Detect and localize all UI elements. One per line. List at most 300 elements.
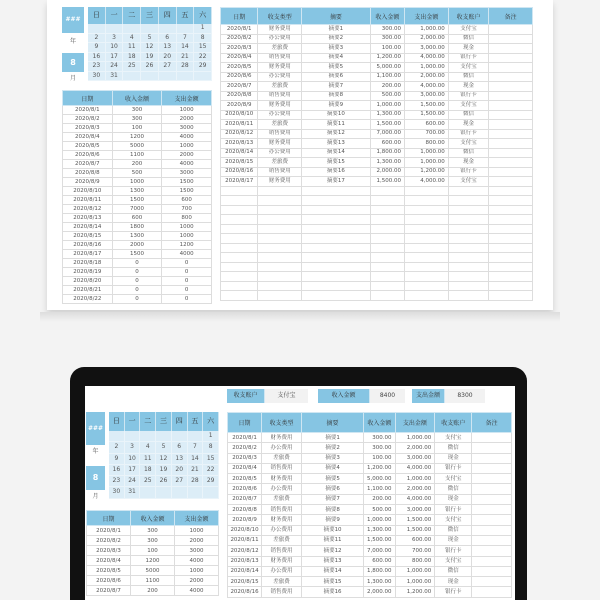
table-cell[interactable]: 摘要16 bbox=[302, 167, 371, 177]
table-cell[interactable]: 2020/8/4 bbox=[63, 133, 113, 142]
table-cell[interactable]: 1,500.00 bbox=[364, 535, 395, 545]
table-cell[interactable]: 支付宝 bbox=[435, 433, 472, 443]
empty-cell[interactable] bbox=[221, 243, 258, 253]
table-cell[interactable]: 支付宝 bbox=[448, 139, 489, 149]
table-cell[interactable]: 0 bbox=[112, 259, 162, 268]
table-cell[interactable]: 摘要9 bbox=[301, 515, 363, 525]
table-cell[interactable] bbox=[472, 474, 512, 484]
table-cell[interactable] bbox=[472, 453, 512, 463]
empty-cell[interactable] bbox=[258, 281, 302, 291]
table-cell[interactable]: 2020/8/12 bbox=[221, 129, 258, 139]
calendar-day[interactable]: 23 bbox=[88, 62, 106, 72]
column-header[interactable]: 收入金额 bbox=[364, 413, 395, 433]
table-cell[interactable]: 300 bbox=[131, 526, 175, 536]
calendar-day[interactable]: 14 bbox=[177, 43, 195, 53]
empty-cell[interactable] bbox=[221, 215, 258, 225]
table-cell[interactable]: 1,300.00 bbox=[364, 577, 395, 587]
table-cell[interactable]: 600.00 bbox=[395, 535, 435, 545]
empty-cell[interactable] bbox=[302, 243, 371, 253]
empty-cell[interactable] bbox=[489, 281, 533, 291]
table-cell[interactable]: 支付宝 bbox=[448, 25, 489, 35]
table-cell[interactable]: 银行卡 bbox=[435, 463, 472, 473]
table-cell[interactable]: 摘要5 bbox=[302, 63, 371, 73]
table-cell[interactable]: 3000 bbox=[162, 124, 212, 133]
table-cell[interactable]: 微信 bbox=[435, 443, 472, 453]
table-cell[interactable]: 2020/8/1 bbox=[63, 106, 113, 115]
table-cell[interactable]: 2020/8/8 bbox=[63, 169, 113, 178]
table-cell[interactable]: 0 bbox=[162, 277, 212, 286]
table-cell[interactable]: 现金 bbox=[448, 44, 489, 54]
table-cell[interactable]: 1300 bbox=[112, 187, 162, 196]
empty-cell[interactable] bbox=[302, 205, 371, 215]
table-cell[interactable]: 摘要8 bbox=[301, 505, 363, 515]
column-header[interactable]: 备注 bbox=[472, 413, 512, 433]
table-cell[interactable]: 销售费用 bbox=[258, 129, 302, 139]
table-cell[interactable]: 1,500.00 bbox=[405, 101, 449, 111]
table-cell[interactable] bbox=[489, 158, 533, 168]
table-cell[interactable]: 差旅费 bbox=[262, 494, 302, 504]
table-cell[interactable]: 4,000.00 bbox=[405, 177, 449, 187]
calendar-day[interactable]: 19 bbox=[156, 465, 172, 476]
empty-cell[interactable] bbox=[302, 253, 371, 263]
column-header[interactable]: 支出金额 bbox=[405, 8, 449, 25]
empty-cell[interactable] bbox=[221, 224, 258, 234]
table-cell[interactable]: 2020/8/6 bbox=[87, 576, 131, 586]
table-cell[interactable]: 600.00 bbox=[364, 556, 395, 566]
empty-cell[interactable] bbox=[370, 253, 404, 263]
table-cell[interactable]: 摘要14 bbox=[301, 566, 363, 576]
table-cell[interactable]: 摘要8 bbox=[302, 91, 371, 101]
empty-cell[interactable] bbox=[405, 243, 449, 253]
year-cell[interactable]: ### bbox=[86, 412, 105, 445]
table-cell[interactable]: 0 bbox=[112, 268, 162, 277]
table-cell[interactable]: 4000 bbox=[162, 250, 212, 259]
table-cell[interactable]: 摘要2 bbox=[302, 34, 371, 44]
table-cell[interactable]: 办公费用 bbox=[262, 525, 302, 535]
empty-cell[interactable] bbox=[489, 253, 533, 263]
column-header[interactable]: 支出金额 bbox=[162, 91, 212, 106]
column-header[interactable]: 日期 bbox=[63, 91, 113, 106]
table-cell[interactable] bbox=[489, 72, 533, 82]
table-cell[interactable]: 2000 bbox=[175, 536, 219, 546]
table-cell[interactable]: 600.00 bbox=[405, 120, 449, 130]
table-cell[interactable]: 0 bbox=[162, 286, 212, 295]
empty-cell[interactable] bbox=[405, 224, 449, 234]
table-cell[interactable]: 摘要11 bbox=[301, 535, 363, 545]
table-cell[interactable]: 2020/8/8 bbox=[221, 91, 258, 101]
table-cell[interactable]: 办公费用 bbox=[262, 484, 302, 494]
calendar-day[interactable]: 15 bbox=[203, 454, 219, 465]
table-cell[interactable]: 1,300.00 bbox=[364, 525, 395, 535]
table-cell[interactable]: 1,100.00 bbox=[364, 484, 395, 494]
empty-cell[interactable] bbox=[258, 291, 302, 301]
table-cell[interactable]: 500 bbox=[112, 169, 162, 178]
table-cell[interactable]: 2020/8/5 bbox=[228, 474, 262, 484]
calendar-day[interactable]: 16 bbox=[109, 465, 125, 476]
table-cell[interactable]: 3,000.00 bbox=[405, 44, 449, 54]
calendar-day[interactable]: 1 bbox=[194, 24, 212, 34]
column-header[interactable]: 收入金额 bbox=[112, 91, 162, 106]
table-cell[interactable]: 5000 bbox=[112, 142, 162, 151]
table-cell[interactable]: 300.00 bbox=[370, 34, 404, 44]
calendar-day[interactable]: 31 bbox=[125, 487, 141, 498]
table-cell[interactable]: 微信 bbox=[435, 566, 472, 576]
calendar-day[interactable]: 8 bbox=[203, 442, 219, 453]
table-cell[interactable]: 2020/8/18 bbox=[63, 259, 113, 268]
table-cell[interactable]: 300 bbox=[112, 106, 162, 115]
empty-cell[interactable] bbox=[448, 272, 489, 282]
table-cell[interactable] bbox=[489, 177, 533, 187]
calendar-day[interactable]: 23 bbox=[109, 476, 125, 487]
table-cell[interactable]: 300.00 bbox=[364, 443, 395, 453]
table-cell[interactable]: 4000 bbox=[175, 556, 219, 566]
table-cell[interactable] bbox=[489, 82, 533, 92]
calendar-day[interactable]: 9 bbox=[88, 43, 106, 53]
table-cell[interactable]: 2020/8/14 bbox=[221, 148, 258, 158]
empty-cell[interactable] bbox=[489, 215, 533, 225]
table-cell[interactable]: 2020/8/10 bbox=[63, 187, 113, 196]
table-cell[interactable]: 7000 bbox=[112, 205, 162, 214]
table-cell[interactable]: 差旅费 bbox=[258, 82, 302, 92]
empty-cell[interactable] bbox=[370, 186, 404, 196]
table-cell[interactable]: 2000 bbox=[162, 115, 212, 124]
table-cell[interactable]: 1,000.00 bbox=[395, 566, 435, 576]
table-cell[interactable]: 财务费用 bbox=[262, 474, 302, 484]
empty-cell[interactable] bbox=[489, 262, 533, 272]
empty-cell[interactable] bbox=[302, 224, 371, 234]
table-cell[interactable]: 摘要10 bbox=[301, 525, 363, 535]
calendar-day[interactable]: 10 bbox=[106, 43, 124, 53]
table-cell[interactable]: 银行卡 bbox=[435, 505, 472, 515]
table-cell[interactable]: 摘要10 bbox=[302, 110, 371, 120]
empty-cell[interactable] bbox=[370, 234, 404, 244]
table-cell[interactable]: 摘要13 bbox=[301, 556, 363, 566]
table-cell[interactable]: 2020/8/14 bbox=[228, 566, 262, 576]
table-cell[interactable]: 摘要15 bbox=[302, 158, 371, 168]
table-cell[interactable]: 银行卡 bbox=[448, 129, 489, 139]
table-cell[interactable]: 1,000.00 bbox=[405, 25, 449, 35]
table-cell[interactable]: 财务费用 bbox=[258, 25, 302, 35]
table-cell[interactable]: 1200 bbox=[131, 556, 175, 566]
table-cell[interactable]: 3,000.00 bbox=[395, 453, 435, 463]
table-cell[interactable] bbox=[489, 167, 533, 177]
table-cell[interactable]: 2020/8/13 bbox=[221, 139, 258, 149]
table-cell[interactable] bbox=[489, 91, 533, 101]
table-cell[interactable] bbox=[489, 53, 533, 63]
calendar-day[interactable]: 26 bbox=[141, 62, 159, 72]
empty-cell[interactable] bbox=[448, 186, 489, 196]
empty-cell[interactable] bbox=[370, 224, 404, 234]
calendar-day[interactable]: 9 bbox=[109, 454, 125, 465]
calendar-day[interactable]: 17 bbox=[125, 465, 141, 476]
table-cell[interactable]: 4000 bbox=[162, 133, 212, 142]
table-cell[interactable]: 2020/8/7 bbox=[221, 82, 258, 92]
calendar-day[interactable]: 3 bbox=[106, 34, 124, 44]
table-cell[interactable] bbox=[489, 120, 533, 130]
column-header[interactable]: 支出金额 bbox=[175, 511, 219, 526]
table-cell[interactable]: 1,100.00 bbox=[370, 72, 404, 82]
table-cell[interactable]: 办公费用 bbox=[258, 34, 302, 44]
table-cell[interactable]: 差旅费 bbox=[262, 535, 302, 545]
table-cell[interactable]: 银行卡 bbox=[448, 91, 489, 101]
table-cell[interactable]: 2020/8/7 bbox=[87, 586, 131, 596]
table-cell[interactable]: 财务费用 bbox=[258, 177, 302, 187]
table-cell[interactable]: 2020/8/1 bbox=[221, 25, 258, 35]
calendar-day[interactable]: 19 bbox=[141, 53, 159, 63]
table-cell[interactable] bbox=[489, 34, 533, 44]
table-cell[interactable] bbox=[472, 484, 512, 494]
table-cell[interactable]: 7,000.00 bbox=[370, 129, 404, 139]
table-cell[interactable]: 1,200.00 bbox=[405, 167, 449, 177]
empty-cell[interactable] bbox=[448, 243, 489, 253]
empty-cell[interactable] bbox=[370, 215, 404, 225]
table-cell[interactable]: 1500 bbox=[162, 187, 212, 196]
table-cell[interactable]: 600 bbox=[112, 214, 162, 223]
table-cell[interactable]: 2020/8/3 bbox=[63, 124, 113, 133]
table-cell[interactable]: 2020/8/12 bbox=[228, 546, 262, 556]
empty-cell[interactable] bbox=[489, 272, 533, 282]
table-cell[interactable]: 2020/8/17 bbox=[221, 177, 258, 187]
calendar-day[interactable]: 20 bbox=[172, 465, 188, 476]
table-cell[interactable] bbox=[472, 566, 512, 576]
table-cell[interactable]: 1,300.00 bbox=[370, 158, 404, 168]
calendar-day[interactable]: 21 bbox=[177, 53, 195, 63]
empty-cell[interactable] bbox=[221, 272, 258, 282]
table-cell[interactable]: 办公费用 bbox=[262, 443, 302, 453]
table-cell[interactable]: 1,000.00 bbox=[395, 577, 435, 587]
table-cell[interactable]: 摘要7 bbox=[302, 82, 371, 92]
table-cell[interactable]: 2020/8/4 bbox=[221, 53, 258, 63]
calendar-day[interactable]: 11 bbox=[140, 454, 156, 465]
table-cell[interactable]: 1,500.00 bbox=[370, 177, 404, 187]
empty-cell[interactable] bbox=[370, 196, 404, 206]
calendar-day[interactable]: 21 bbox=[188, 465, 204, 476]
calendar-day[interactable]: 1 bbox=[203, 431, 219, 442]
table-cell[interactable] bbox=[472, 443, 512, 453]
column-header[interactable]: 收支类型 bbox=[262, 413, 302, 433]
empty-cell[interactable] bbox=[405, 205, 449, 215]
column-header[interactable]: 收支账户 bbox=[448, 8, 489, 25]
empty-cell[interactable] bbox=[448, 253, 489, 263]
table-cell[interactable]: 4,000.00 bbox=[405, 82, 449, 92]
table-cell[interactable]: 摘要4 bbox=[302, 53, 371, 63]
table-cell[interactable]: 差旅费 bbox=[258, 120, 302, 130]
table-cell[interactable]: 支付宝 bbox=[435, 515, 472, 525]
table-cell[interactable] bbox=[472, 494, 512, 504]
table-cell[interactable]: 现金 bbox=[435, 494, 472, 504]
table-cell[interactable]: 微信 bbox=[435, 525, 472, 535]
table-cell[interactable]: 800 bbox=[162, 214, 212, 223]
table-cell[interactable]: 3000 bbox=[175, 546, 219, 556]
table-cell[interactable]: 2020/8/10 bbox=[228, 525, 262, 535]
month-cell[interactable]: 8 bbox=[62, 53, 84, 72]
empty-cell[interactable] bbox=[489, 186, 533, 196]
table-cell[interactable]: 1,500.00 bbox=[370, 120, 404, 130]
empty-cell[interactable] bbox=[258, 262, 302, 272]
table-cell[interactable]: 财务费用 bbox=[262, 556, 302, 566]
empty-cell[interactable] bbox=[405, 215, 449, 225]
table-cell[interactable]: 700.00 bbox=[405, 129, 449, 139]
calendar-day[interactable]: 29 bbox=[194, 62, 212, 72]
empty-cell[interactable] bbox=[258, 215, 302, 225]
empty-cell[interactable] bbox=[221, 186, 258, 196]
table-cell[interactable]: 2020/8/16 bbox=[63, 241, 113, 250]
table-cell[interactable]: 2020/8/2 bbox=[87, 536, 131, 546]
table-cell[interactable]: 1,000.00 bbox=[405, 148, 449, 158]
empty-cell[interactable] bbox=[489, 196, 533, 206]
calendar-day[interactable]: 7 bbox=[188, 442, 204, 453]
table-cell[interactable]: 2020/8/2 bbox=[221, 34, 258, 44]
empty-cell[interactable] bbox=[405, 291, 449, 301]
table-cell[interactable]: 摘要11 bbox=[302, 120, 371, 130]
table-cell[interactable]: 销售费用 bbox=[262, 587, 302, 597]
column-header[interactable]: 日期 bbox=[221, 8, 258, 25]
empty-cell[interactable] bbox=[302, 215, 371, 225]
table-cell[interactable]: 2020/8/5 bbox=[87, 566, 131, 576]
calendar-day[interactable]: 12 bbox=[141, 43, 159, 53]
table-cell[interactable]: 2020/8/2 bbox=[228, 443, 262, 453]
empty-cell[interactable] bbox=[258, 224, 302, 234]
table-cell[interactable] bbox=[472, 463, 512, 473]
table-cell[interactable]: 2020/8/14 bbox=[63, 223, 113, 232]
calendar-day[interactable]: 15 bbox=[194, 43, 212, 53]
column-header[interactable]: 收入金额 bbox=[131, 511, 175, 526]
table-cell[interactable]: 2020/8/9 bbox=[63, 178, 113, 187]
column-header[interactable]: 日期 bbox=[87, 511, 131, 526]
empty-cell[interactable] bbox=[370, 272, 404, 282]
table-cell[interactable]: 2000 bbox=[175, 576, 219, 586]
calendar-day[interactable]: 5 bbox=[156, 442, 172, 453]
table-cell[interactable]: 2020/8/13 bbox=[63, 214, 113, 223]
table-cell[interactable]: 3000 bbox=[162, 169, 212, 178]
empty-cell[interactable] bbox=[302, 281, 371, 291]
empty-cell[interactable] bbox=[370, 262, 404, 272]
table-cell[interactable]: 摘要4 bbox=[301, 463, 363, 473]
table-cell[interactable]: 2020/8/22 bbox=[63, 295, 113, 304]
empty-cell[interactable] bbox=[302, 196, 371, 206]
table-cell[interactable] bbox=[472, 515, 512, 525]
table-cell[interactable] bbox=[472, 577, 512, 587]
table-cell[interactable] bbox=[489, 63, 533, 73]
table-cell[interactable]: 4,000.00 bbox=[395, 494, 435, 504]
empty-cell[interactable] bbox=[448, 205, 489, 215]
calendar-day[interactable]: 4 bbox=[123, 34, 141, 44]
column-header[interactable]: 收支账户 bbox=[435, 413, 472, 433]
empty-cell[interactable] bbox=[302, 272, 371, 282]
table-cell[interactable]: 摘要6 bbox=[302, 72, 371, 82]
table-cell[interactable]: 3,000.00 bbox=[405, 91, 449, 101]
empty-cell[interactable] bbox=[302, 186, 371, 196]
table-cell[interactable]: 2020/8/2 bbox=[63, 115, 113, 124]
table-cell[interactable]: 2,000.00 bbox=[395, 443, 435, 453]
table-cell[interactable]: 1,300.00 bbox=[370, 110, 404, 120]
table-cell[interactable]: 0 bbox=[112, 295, 162, 304]
calendar-day[interactable]: 2 bbox=[88, 34, 106, 44]
table-cell[interactable]: 1500 bbox=[112, 250, 162, 259]
table-cell[interactable]: 100 bbox=[112, 124, 162, 133]
table-cell[interactable]: 200 bbox=[112, 160, 162, 169]
table-cell[interactable]: 微信 bbox=[448, 34, 489, 44]
empty-cell[interactable] bbox=[448, 281, 489, 291]
table-cell[interactable]: 微信 bbox=[448, 110, 489, 120]
calendar-day[interactable]: 28 bbox=[188, 476, 204, 487]
table-cell[interactable]: 2000 bbox=[162, 151, 212, 160]
table-cell[interactable]: 2020/8/15 bbox=[63, 232, 113, 241]
empty-cell[interactable] bbox=[302, 291, 371, 301]
table-cell[interactable]: 1100 bbox=[112, 151, 162, 160]
calendar-day[interactable]: 22 bbox=[194, 53, 212, 63]
table-cell[interactable]: 1000 bbox=[162, 223, 212, 232]
table-cell[interactable]: 摘要12 bbox=[301, 546, 363, 556]
table-cell[interactable]: 财务费用 bbox=[258, 63, 302, 73]
table-cell[interactable]: 现金 bbox=[448, 82, 489, 92]
calendar-day[interactable]: 6 bbox=[159, 34, 177, 44]
table-cell[interactable]: 500.00 bbox=[370, 91, 404, 101]
table-cell[interactable]: 2020/8/6 bbox=[63, 151, 113, 160]
table-cell[interactable]: 支付宝 bbox=[448, 63, 489, 73]
calendar-day[interactable]: 12 bbox=[156, 454, 172, 465]
column-header[interactable]: 收入金额 bbox=[370, 8, 404, 25]
table-cell[interactable]: 差旅费 bbox=[262, 577, 302, 587]
column-header[interactable]: 支出金额 bbox=[395, 413, 435, 433]
empty-cell[interactable] bbox=[258, 272, 302, 282]
table-cell[interactable]: 1,000.00 bbox=[405, 158, 449, 168]
table-cell[interactable]: 300 bbox=[112, 115, 162, 124]
table-cell[interactable]: 200.00 bbox=[364, 494, 395, 504]
table-cell[interactable]: 现金 bbox=[435, 577, 472, 587]
table-cell[interactable]: 1,200.00 bbox=[364, 463, 395, 473]
table-cell[interactable]: 微信 bbox=[448, 72, 489, 82]
table-cell[interactable]: 银行卡 bbox=[448, 167, 489, 177]
table-cell[interactable]: 摘要15 bbox=[301, 577, 363, 587]
table-cell[interactable]: 摘要17 bbox=[302, 177, 371, 187]
table-cell[interactable]: 300.00 bbox=[370, 25, 404, 35]
table-cell[interactable]: 700 bbox=[162, 205, 212, 214]
table-cell[interactable]: 2020/8/3 bbox=[221, 44, 258, 54]
calendar-day[interactable]: 31 bbox=[106, 72, 124, 82]
calendar-day[interactable]: 25 bbox=[140, 476, 156, 487]
empty-cell[interactable] bbox=[405, 281, 449, 291]
table-cell[interactable]: 销售费用 bbox=[258, 53, 302, 63]
column-header[interactable]: 备注 bbox=[489, 8, 533, 25]
table-cell[interactable] bbox=[472, 587, 512, 597]
table-cell[interactable]: 银行卡 bbox=[448, 53, 489, 63]
table-cell[interactable]: 200.00 bbox=[370, 82, 404, 92]
table-cell[interactable] bbox=[472, 535, 512, 545]
table-cell[interactable]: 摘要6 bbox=[301, 484, 363, 494]
table-cell[interactable]: 2020/8/3 bbox=[228, 453, 262, 463]
column-header[interactable]: 摘要 bbox=[301, 413, 363, 433]
table-cell[interactable] bbox=[489, 101, 533, 111]
table-cell[interactable]: 差旅费 bbox=[258, 158, 302, 168]
calendar-day[interactable]: 10 bbox=[125, 454, 141, 465]
table-cell[interactable]: 差旅费 bbox=[258, 44, 302, 54]
table-cell[interactable]: 600.00 bbox=[370, 139, 404, 149]
table-cell[interactable]: 2,000.00 bbox=[405, 72, 449, 82]
calendar-day[interactable]: 6 bbox=[172, 442, 188, 453]
empty-cell[interactable] bbox=[370, 281, 404, 291]
table-cell[interactable]: 600 bbox=[162, 196, 212, 205]
table-cell[interactable]: 2020/8/13 bbox=[228, 556, 262, 566]
table-cell[interactable]: 4000 bbox=[162, 160, 212, 169]
table-cell[interactable]: 办公费用 bbox=[258, 148, 302, 158]
table-cell[interactable] bbox=[489, 25, 533, 35]
table-cell[interactable]: 2020/8/1 bbox=[87, 526, 131, 536]
table-cell[interactable]: 300.00 bbox=[364, 433, 395, 443]
table-cell[interactable]: 2020/8/9 bbox=[228, 515, 262, 525]
table-cell[interactable]: 银行卡 bbox=[435, 546, 472, 556]
empty-cell[interactable] bbox=[302, 262, 371, 272]
